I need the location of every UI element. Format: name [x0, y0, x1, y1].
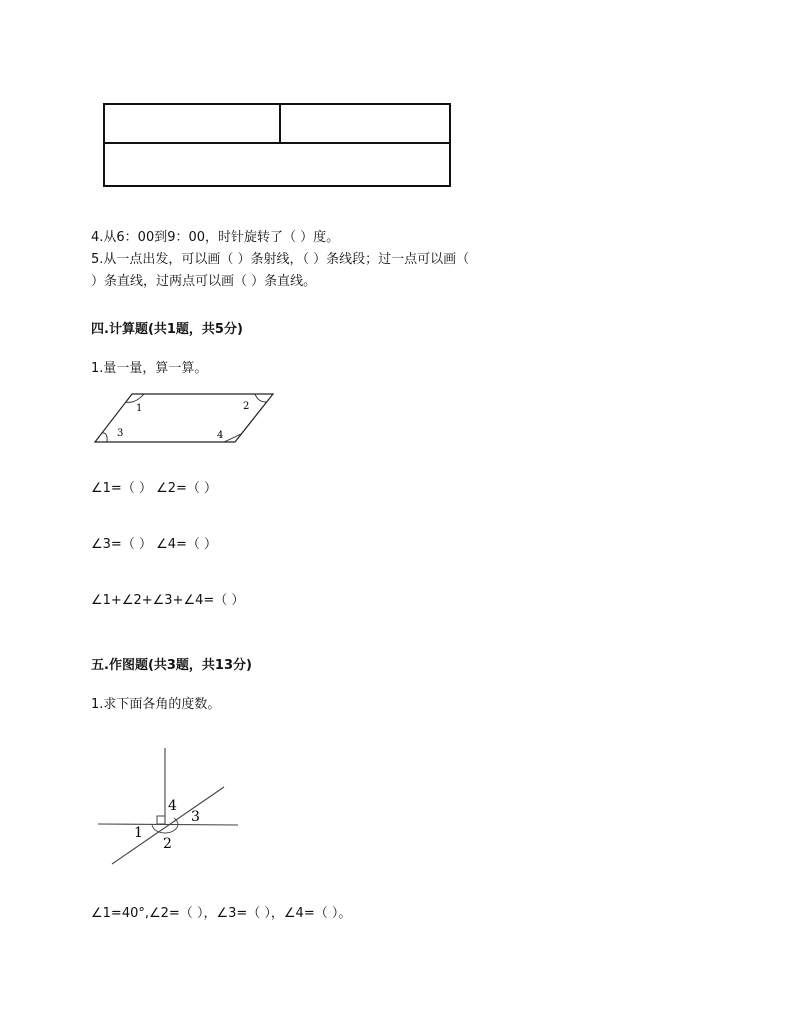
calc-line-1: ∠1=（ ） ∠2=（ ）	[91, 481, 218, 496]
parallelogram-figure	[90, 390, 280, 448]
drawing-question-1: 1.求下面各角的度数。	[91, 697, 221, 712]
angle-label-2: 2	[243, 401, 250, 412]
question-4: 4.从6：00到9：00，时针旋转了（ ）度。	[91, 230, 340, 245]
calc-line-3: ∠1+∠2+∠3+∠4=（ ）	[91, 593, 245, 608]
angle-arc	[152, 824, 178, 833]
table-cell	[104, 104, 280, 143]
table-row	[104, 104, 450, 143]
calc-line-2: ∠3=（ ） ∠4=（ ）	[91, 537, 218, 552]
angle-arc-2	[255, 394, 266, 402]
table-row	[104, 143, 450, 186]
question-5-line-1: 5.从一点出发，可以画（ ）条射线，（ ）条线段；过一点可以画（	[91, 252, 470, 267]
angle-label-4: 4	[217, 430, 224, 441]
angle-label-4: 4	[168, 798, 177, 814]
angle-label-3: 3	[117, 428, 124, 439]
angle-arc-3	[102, 433, 107, 442]
angle-label-1: 1	[134, 825, 143, 841]
angle-label-2: 2	[163, 836, 172, 852]
angle-label-1: 1	[136, 403, 143, 414]
drawing-answer-line: ∠1=40°,∠2=（ ），∠3=（ ），∠4=（ ）。	[91, 906, 352, 921]
angle-label-3: 3	[191, 809, 200, 825]
intersecting-lines-figure	[96, 744, 246, 870]
section-heading-calc: 四.计算题(共1题，共5分)	[91, 322, 243, 337]
table-cell	[104, 143, 450, 186]
answer-table	[103, 103, 451, 187]
section-heading-drawing: 五.作图题(共3题，共13分)	[91, 658, 252, 673]
calc-question-1: 1.量一量，算一算。	[91, 361, 208, 376]
question-5-line-2: ）条直线，过两点可以画（ ）条直线。	[91, 274, 317, 289]
right-angle-mark	[157, 816, 165, 824]
table-cell	[280, 104, 450, 143]
